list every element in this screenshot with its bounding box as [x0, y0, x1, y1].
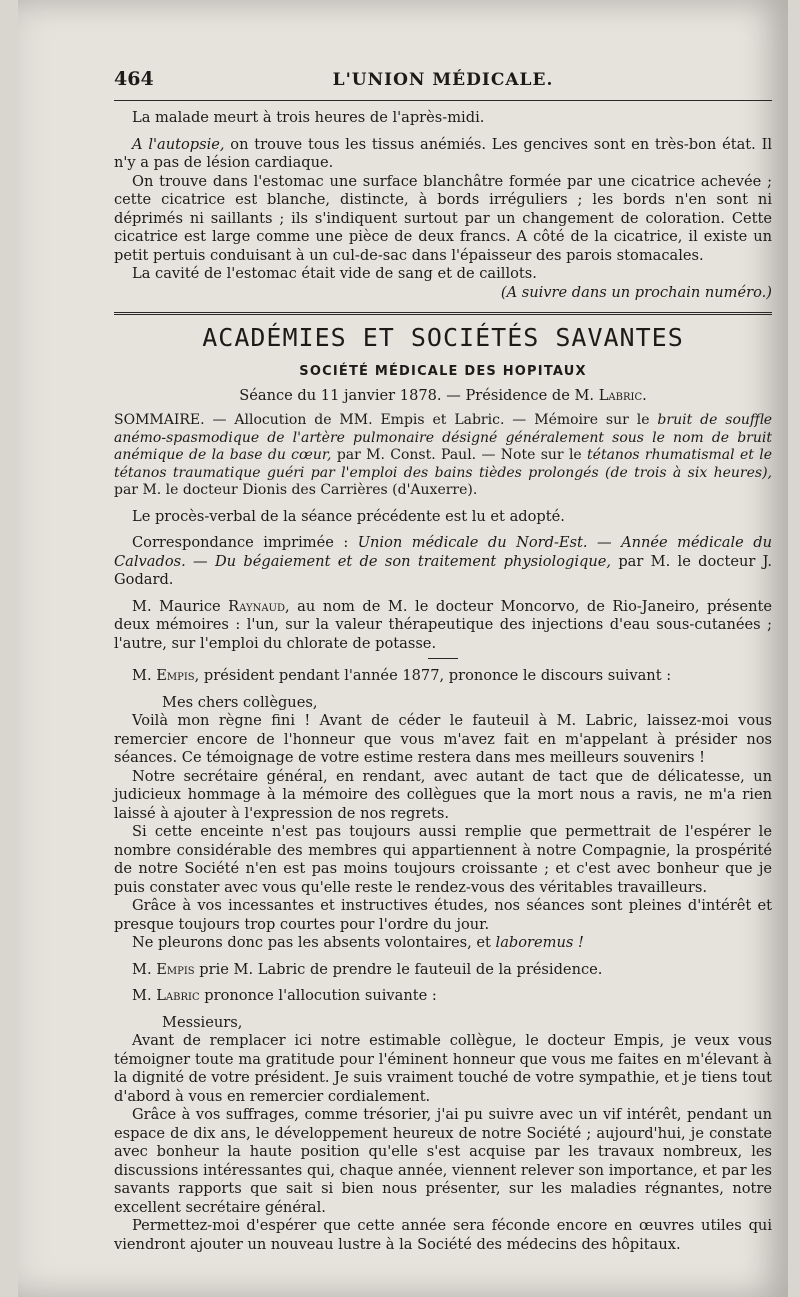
page-number: 464 — [114, 68, 154, 90]
sommaire-label: SOMMAIRE. — [114, 412, 205, 428]
salutation-messieurs: Messieurs, — [162, 1013, 243, 1031]
seance-line: Séance du 11 janvier 1878. — Présidence de M. Labric. — [239, 387, 647, 404]
speech-paragraph-5: Ne pleurons donc pas les absents volontaires, et laboremus ! — [132, 934, 584, 951]
paragraph-cavity: La cavité de l'estomac était vide de sang et de caillots. — [132, 265, 537, 282]
paragraph-stomach: On trouve dans l'estomac une surface blanchâtre formée par une cicatrice achevée ; cette cicatrice est blanche, distincte, à bords irréguliers ; les bords n'en sont ni déprimés ni saillants ; ils s'indiquent surtout par un changement de coloration. Cette cicatrice est large comme une pièce de deux francs. A côté de la cicatrice, il existe un petit pertuis conduisant à un cul-de-sac dans l'épaisseur des parois stomacales. — [114, 172, 772, 264]
speech-paragraph-4: Grâce à vos incessantes et instructives études, nos séances sont pleines d'intérêt et presque toujours trop courtes pour l'ordre du jour. — [114, 897, 772, 933]
running-title: L'UNION MÉDICALE. — [332, 70, 554, 90]
allocution-paragraph-1: Avant de remplacer ici notre estimable collègue, le docteur Empis, je veux vous témoigner toute ma gratitude pour l'éminent honneur que vous me faites en m'élevant à la dignité de votre président. Je suis vraiment touché de votre sympathie, et je tiens tout d'abord à vous en remercier cordialement. — [114, 1032, 772, 1105]
page-content — [114, 62, 772, 1254]
allocution-paragraph-3: Permettez-moi d'espérer que cette année sera féconde encore en œuvres utiles qui viendront ajouter un nouveau lustre à la Société des médecins des hôpitaux. — [114, 1217, 772, 1253]
speech-paragraph-1: Voilà mon règne fini ! Avant de céder le fauteuil à M. Labric, laissez-moi vous remercier encore de l'honneur que vous m'avez fait en m'appelant à présider nos séances. Ce témoignage de votre estime restera dans mes meilleurs souvenirs ! — [114, 712, 772, 766]
paragraph-death: La malade meurt à trois heures de l'après-midi. — [132, 109, 485, 126]
paragraph-empis-prie: M. Empis prie M. Labric de prendre le fauteuil de la présidence. — [132, 960, 603, 978]
journal-page — [18, 0, 788, 1297]
society-heading: SOCIÉTÉ MÉDICALE DES HOPITAUX — [299, 364, 587, 379]
salutation-collegues: Mes chers collègues, — [162, 693, 318, 711]
paragraph-raynaud: M. Maurice Raynaud, au nom de M. le docteur Moncorvo, de Rio-Janeiro, présente deux mémoires : l'un, sur la valeur thérapeutique des injections d'eau sous-cutanées ; l'autre, sur l'emploi du chlorate de potasse. — [114, 597, 772, 652]
section-title: ACADÉMIES ET SOCIÉTÉS SAVANTES — [202, 323, 684, 352]
paragraph-correspondance: Correspondance imprimée : Union médicale du Nord-Est. — Année médicale du Calvados. — Du bégaiement et de son traitement physiologique, par M. le docteur J. Godard. — [114, 534, 773, 588]
speech-paragraph-3: Si cette enceinte n'est pas toujours aussi remplie que permettrait de l'espérer le nombre considérable des membres qui appartiennent à notre Compagnie, la prospérité de notre Société n'en est pas moins toujours croissante ; et c'est avec bonheur que je puis constater avec vous qu'elle reste le rendez-vous des véritables travailleurs. — [114, 823, 772, 896]
autopsy-text: on trouve tous les tissus anémiés. Les gencives sont en très-bon état. Il n'y a pas de lésion cardiaque. — [114, 135, 772, 171]
autopsy-lead: A l'autopsie, — [132, 135, 225, 153]
paragraph-proces-verbal: Le procès-verbal de la séance précédente est lu et adopté. — [132, 507, 565, 525]
page-header — [114, 62, 772, 96]
speech-paragraph-2: Notre secrétaire général, en rendant, avec autant de tact que de délicatesse, un judicieux hommage à la mémoire des collègues que la mort nous a ravis, ne m'a rien laissé à ajouter à l'expression de nos regrets. — [114, 767, 772, 822]
short-separator — [428, 658, 458, 659]
paragraph-empis-intro: M. Empis, président pendant l'année 1877, prononce le discours suivant : — [132, 667, 672, 684]
paragraph-labric-intro: M. Labric prononce l'allocution suivante : — [132, 987, 437, 1004]
to-be-continued: (A suivre dans un prochain numéro.) — [500, 283, 772, 301]
allocution-paragraph-2: Grâce à vos suffrages, comme trésorier, j'ai pu suivre avec un vif intérêt, pendant un espace de dix ans, le développement heureux de notre Société ; aujourd'hui, je constate avec bonheur la haute position qu'elle s'est acquise par les travaux nombreux, les discussions intéressantes qui, chaque année, viennent relever son importance, et par les savants rapports que sait si bien nous présenter, sur les maladies régnantes, notre excellent secrétaire général. — [114, 1106, 772, 1216]
paragraph-autopsy — [114, 136, 772, 173]
section-rule — [114, 312, 772, 315]
president-name: Labric — [598, 387, 643, 404]
sommaire: SOMMAIRE. — Allocution de MM. Empis et Labric. — Mémoire sur le bruit de souffle anémo-spasmodique de l'artère pulmonaire désigné généralement sous le nom de bruit anémique de la base du cœur, par M. Const. Paul. — Note sur le tétanos rhumatismal et le tétanos traumatique guéri par l'emploi des bains tièdes prolongés (de trois à six heures), par M. le docteur Dionis des Carrières (d'Auxerre). — [114, 412, 772, 498]
